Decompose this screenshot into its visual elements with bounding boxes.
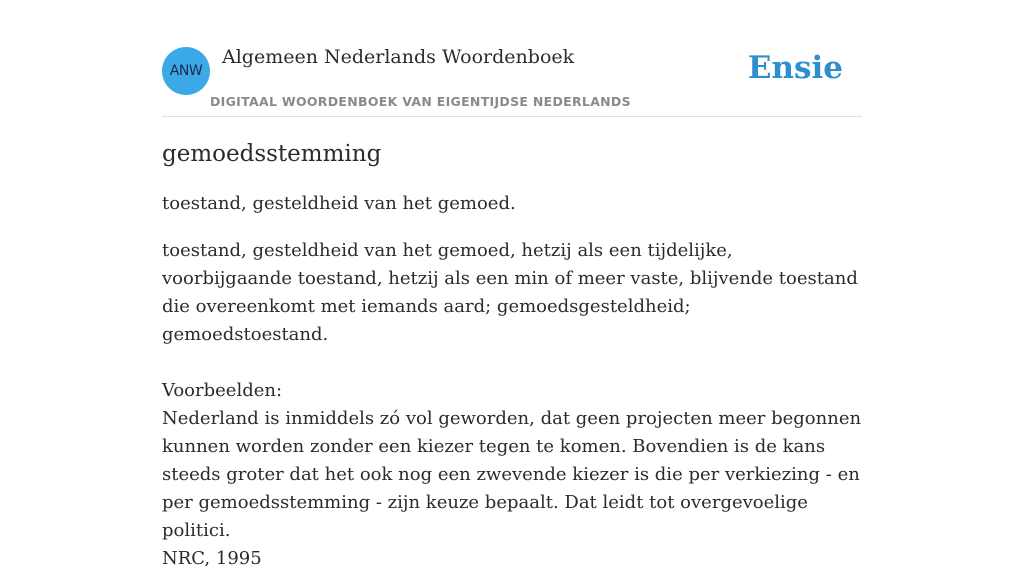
examples-label: Voorbeelden:	[162, 380, 283, 401]
site-title[interactable]: Algemeen Nederlands Woordenboek	[222, 46, 575, 68]
entry-headword: gemoedsstemming	[162, 141, 382, 167]
ensie-logo[interactable]: Ensie	[747, 50, 843, 86]
entry-definition: toestand, gesteldheid van het gemoed, hetzij als een tijdelijke, voorbijgaande toestand, hetzij als een min of meer vaste, blijvende toestand die overeenkomt met iemands aard; gemoedsgesteldheid; gemoedstoestand.	[162, 240, 858, 345]
example-source: NRC, 1995	[162, 548, 262, 569]
example-text: Nederland is inmiddels zó vol geworden, dat geen projecten meer begonnen kunnen worden zonder een kiezer tegen te komen. Bovendien is de kans steeds groter dat het ook nog een zwevende kiezer is die per verkiezing - en per gemoedsstemming - zijn keuze bepaalt. Dat leidt tot overgevoelige politici.	[162, 408, 862, 541]
site-header	[162, 44, 862, 117]
anw-logo[interactable]: ANW	[162, 47, 210, 95]
entry-summary: toestand, gesteldheid van het gemoed.	[162, 193, 516, 214]
entry-content	[162, 138, 862, 573]
site-subtitle: DIGITAAL WOORDENBOEK VAN EIGENTIJDSE NEDERLANDS	[210, 94, 631, 109]
